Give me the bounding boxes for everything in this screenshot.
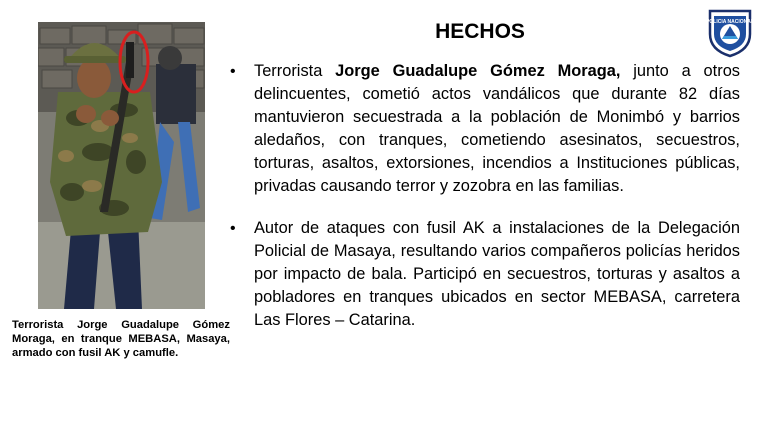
badge-text: POLICIA NACIONAL xyxy=(708,19,752,25)
bullet-icon: • xyxy=(230,63,236,80)
page-title: HECHOS xyxy=(435,20,525,43)
facts-list xyxy=(226,60,740,332)
list-item xyxy=(226,60,740,198)
bullet-prefix: Terrorista xyxy=(254,62,336,80)
bullet-icon: • xyxy=(230,220,236,237)
suspect-photo xyxy=(38,22,205,309)
bullet-text: junto a otros delincuentes, cometió actos vandálicos que durante 82 días mantuvieron secuestrada a la población de Monimbó y barrios aledaños, con tranques, cometiendo asesinatos, secuestros, torturas, asaltos, extorsiones, incendios a Instituciones públicas, privadas causando terror y zozobra en las familias. xyxy=(254,62,740,195)
list-item xyxy=(226,217,740,332)
photo-caption: Terrorista Jorge Guadalupe Gómez Moraga, en tranque MEBASA, Masaya, armado con fusil AK y camufle. xyxy=(12,319,230,359)
suspect-name: Jorge Guadalupe Gómez Moraga, xyxy=(335,62,621,80)
bullet-text: Autor de ataques con fusil AK a instalaciones de la Delegación Policial de Masaya, resultando varios compañeros policías heridos por impacto de bala. Participó en secuestros, torturas y asaltos a pobladores en tranques ubicados en sector MEBASA, carretera Las Flores – Catarina. xyxy=(254,219,740,329)
police-shield-icon xyxy=(708,8,752,58)
